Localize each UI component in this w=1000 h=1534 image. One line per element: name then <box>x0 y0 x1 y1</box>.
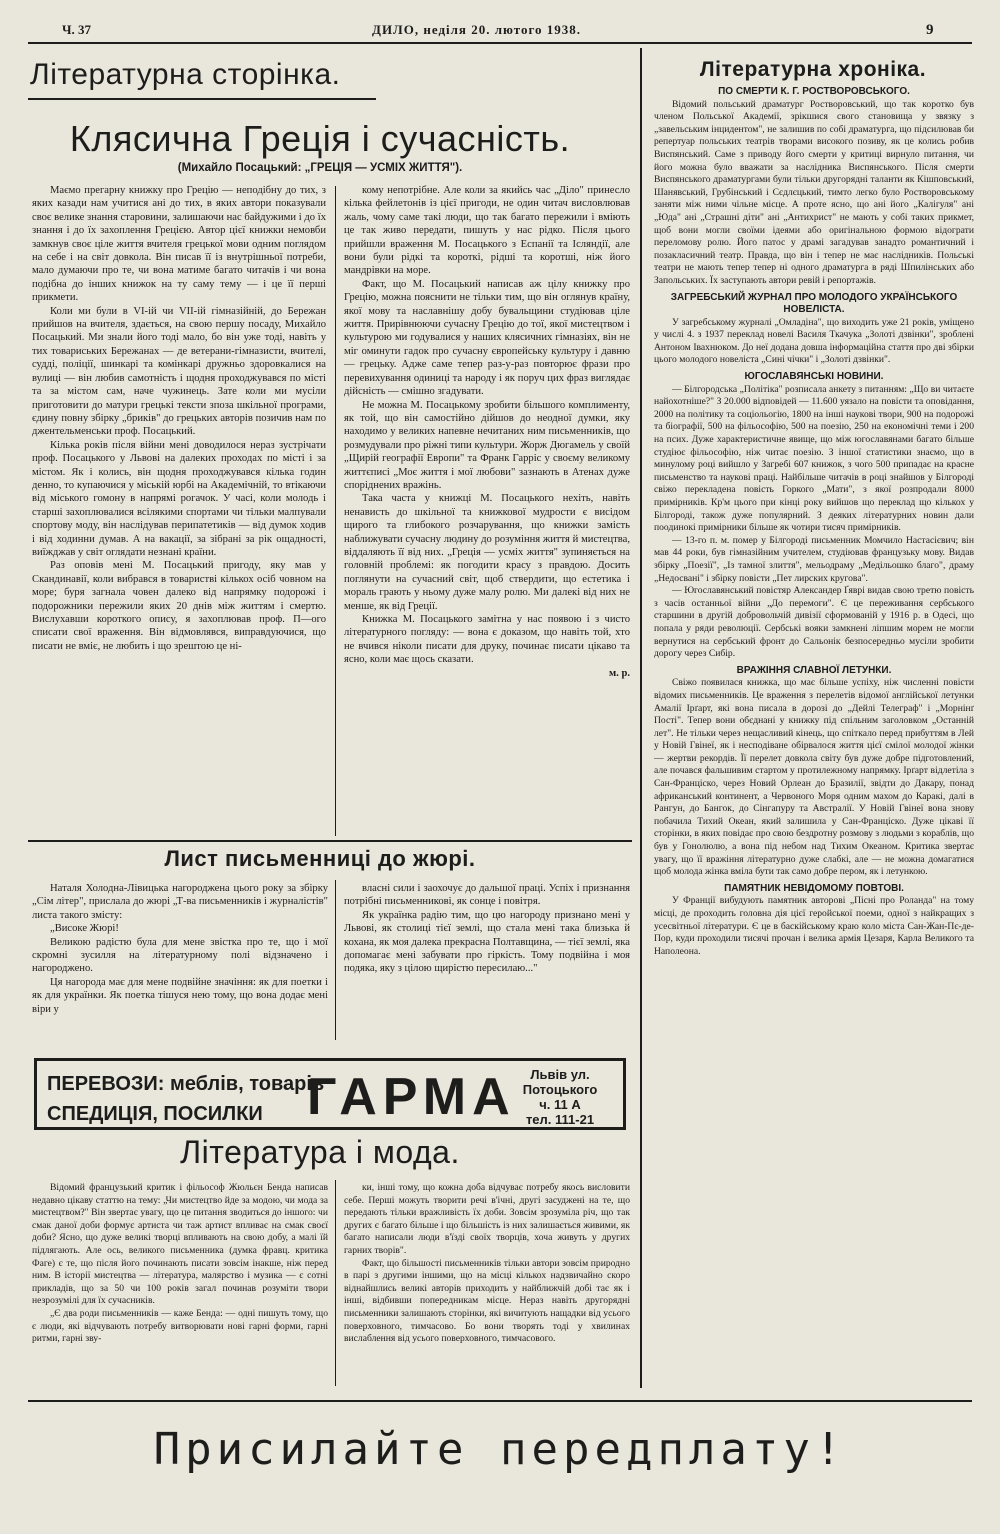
article2-column-2 <box>344 882 630 1042</box>
chronicle-heading: ЗАГРЕБСЬКИЙ ЖУРНАЛ ПРО МОЛОДОГО УКРАЇНСЬКОГО НОВЕЛІСТА. <box>670 291 958 316</box>
advertisement <box>34 1058 626 1130</box>
paragraph: Раз оповів мені М. Посацький пригоду, яку мав у Скандинавії, коли вибрався в товаристві кількох осіб човном на море; буря загнала човен далеко від напрямку подорожі і подорожники пережили яких 20 днів між життям і смертю. Вислухавши короткого опису, я захоплював проф. П—ого списати свої враження. Він відмовлявся, виправдуючися, що писати не вміє, не любить і що зрештою це ні- <box>32 560 326 652</box>
article3-title: Література і мода. <box>180 1134 460 1170</box>
article1-column-2 <box>344 184 630 838</box>
paragraph: У Франції вибудують памятник авторові „Пісні про Роланда" на тому місці, де проходить головна дія цієї геройської поеми, одної з найкращих з усесвітньої літератури. Є це в баскійському краю коло міста Сан-Жан-Пє-де-Пор, куди проходили тисячі прочан і велика армія Цезаря, Карла Великого та Наполеона. <box>654 895 974 957</box>
article1-column-1 <box>32 184 326 838</box>
inner-divider <box>335 880 336 1040</box>
article3-column-2 <box>344 1182 630 1388</box>
section-title: Літературна сторінка. <box>30 58 341 91</box>
paragraph: Не можна М. Посацькому зробити більшого комплименту, як той, що він самостійно дійшов до неодної думки, яку находимо у великих напевне нечитаних ним письменників, що розмудували про ріжні типи культури. Жорж Дюгамель у своїй „Щирій географії Европи" та Франк Гарріс у своєму великому життєписі „Моє життя і мої любови" зазнають в Атенах дуже споріднених вражінь. <box>344 399 630 491</box>
paragraph: Факт, що М. Посацький написав аж цілу книжку про Грецію, можна пояснити не тільки тим, що він оглянув країну, якої мову та наславнішу добу бувальщини студіював ціле життя. Прирівнюючи сучасну Грецію до тої, якої мистецтвом і культурою ми годувалися у наших клясичних гімназіях, він не міг оминути гадок про сучасну європейську культуру і давню — грецьку. Адже саме тепер раз-у-раз повторює фрази про перевихування одиниці та народу і як поруч цих фраз виглядає дійсність — смішно згадувати. <box>344 278 630 398</box>
issue-number: Ч. 37 <box>62 22 92 37</box>
article-separator <box>28 840 632 842</box>
inner-divider <box>335 1180 336 1386</box>
footer-rule <box>28 1400 972 1402</box>
chronicle-column <box>654 86 974 1388</box>
article1-subtitle: (Михайло Посацький: „ГРЕЦІЯ — УСМІХ ЖИТТЯ"). <box>177 162 463 174</box>
article2-column-1 <box>32 882 328 1042</box>
paragraph: Великою радістю була для мене звістка про те, що і мої скромні зусилля на літературному полі відзначено і нагороджено. <box>32 936 328 975</box>
article1-title: Клясична Греція і сучасність. <box>69 118 571 159</box>
paragraph: Свіжо появилася книжка, що має більше успіху, ніж численні повісти відомих письменників. Це враження з перелетів відомої англійської летунки Амалії Ірґарт, які вона писала в дорозі до „Дейлі Телеграф" і „Морнінґ Пості". Тепер вони обєднані у книжку під спільним заголовком „Останній лет". Не тільки через нещасливий кінець, що спіткало перед прибуттям в Лей у Новій Гвінеї, як і несподіване обірвалося життя цієї смілої молодої жінки — жертви рекордів. Її перелет довкола світу був дуже добре підготовлений, але почався фальшивим стартом у протилежному напрямку. Ірґарт відлетіла з Сан-Франціско, через Новий Орлеан до Бразилії, звідти до Дакару, понад африканський континент, а Червоного Моря одним махом до Каракі, далі в Рангун, до Бангок, до Сінгапуру та Австралії. У Новій Гвінеї вона знову побачила Тихий Океан, який залишила у Сан-Франціско. Дуже цікаві її сторінки, в яких повідає про свою бездротну розмову з людьми з кораблів, що був у Гонолюлю, а вона під небом над Тихим Океаном. Критика звертає увагу, що її вражіння літературно дуже слабкі, але — не можна домагатися щоб молода жінка вміла бути так само добре пером, як і летункою. <box>654 677 974 878</box>
subscription-slogan: Присилайте передплату! <box>153 1424 847 1475</box>
paragraph: ки, інші тому, що кожна доба відчуває потребу якось висловити себе. Перші можуть творити речі в'ічні, другі засуджені на те, що передають тільки вражливість їх доби. Зовсім зрозуміла річ, що так других є багато більше і що більшість із них залишається живими, як багато написали люди в'їзді своїх творців, хоча живуть у других гарних творів". <box>344 1182 630 1256</box>
paragraph: Книжка М. Посацького замітна у нас появою і з чисто літературного погляду: — вона є доказом, що навіть той, хто не вчився ніколи писати для друку, починає писати цікаво та ясно, коли має щось сказати. <box>344 614 630 666</box>
chronicle-title: Літературна хроніка. <box>699 58 927 81</box>
column-divider <box>640 48 642 1388</box>
paragraph: Кілька років після війни мені доводилося нераз зустрічати проф. Посацького у Львові на далеких проходах по місті і за містом. Як і колись, він щодня проходжувався кілька годин денно, то купаючися у міській юрбі на Академічній, то втікаючи від міського гомону в напрямі рогачок. У часі, коли молодь і старші захоплювалися всілякими спортами чи тільки малпували спортову моду, він наслідував перипатетиків — від думок ходив і від ходинни думав. А на вакації, за зібрані за рік ощадності, виїжджав у світ оглядати незнані країни. <box>32 439 326 558</box>
paragraph: кому непотрібне. Але коли за якийсь час „Діло" принесло кілька фейлетонів із цієї пригоди, не один читач висловлював жаль, чому саме такі люди, що так багато пережили і вміють це так живо передати, пишуть у нас рідко. Після цього прийшли враження М. Посацького з Еспанії та Ісляндії, але вони були рідкі та короткі, рідші та коротші, ніж його мандрівки на море. <box>344 185 630 277</box>
paragraph: Відомий польський драматург Ростворовський, що так коротко був членом Польської Академії, зрікшися свого становища у звязку з „завельським інцидентом", не залишив по собі драматурга, що підсилював би репертуар польських театрів творами високого позиву, як це колись робив Виспянський. Саме з приводу його смерти у критиці вирнуло питання, чи його можна було вважати за наслідника Виспянського. Після смерти Виспянського драматургами були тільки другорядні таланти як Кішповський, Шанявський, Грубінський і Сєдлєцький, тимто легко було Ростворовському заняти між ними чільне місце. А проте ясно, що ані його „Калігуля" ані „Юда" ані „Страшні діти" ані „Антихрист" не мають у собі таких прикмет, щоб вони могли своїми ідеями або оригінальною формою відограти переломову ролю. Його патос у драмі загадував занадто романтичний і позакласичний театр. Правда, що він і тепер не має наслідників. Польські театри не мають тепер тепер ні одного драматурга в ряді Шпилінських або Запольських. Їх заступають автори ревій і репортажів. <box>654 98 974 286</box>
paragraph: Відомий французький критик і фільософ Жюльєн Бенда написав недавно цікаву статтю на тему: „Чи мистецтво йде за модою, чи мода за мистецтвом?" Він звертає увагу, що це питання зводиться до іншого: чи смак даної доби формує артиста чи таж артист впливає на смак своєї доби? Ясно, що дуже великі творці впливають на свою добу, а малі їй підлягають. Але ось, великого письменника (думка фравц. критика Фаге) є те, що після його починають писати зовсім інакше, ніж перед ним. В історії мистецтва — література, малярство і музика — є сотні прикладів, що за 50 чи 100 років загал починав розуміти твори незрозумілі для їх сучасників. <box>32 1182 328 1307</box>
ad-brand: ГАРМА <box>307 1068 516 1126</box>
article2-title: Лист письменниці до жюрі. <box>164 846 476 871</box>
page-number: 9 <box>926 22 934 38</box>
paragraph: Коли ми були в VI-ій чи VII-ій гімназійній, до Бережан прийшов на вчителя, здається, на свою першу посаду, Михайло Посацький. Ми знали його тоді мало, бо він уже тоді, навіть у тих товариських Бережанах — де ветерани-гімназисти, вчителі, судді, поліції, шинкарі та комінкарі дружньо здоровкалися на вулиці — він любив самотність і щодня проходжувався по місті та за містом сам, наче чужинець. Зате коли ми мусіли приготовити до матури грецькі тексти зпоза шкільної програми, єдину повну збірку „бриків" до грецьких авторів позичив нам по джентельменськи проф. Посацький. <box>32 305 326 438</box>
paragraph: Наталя Холодна-Лівицька нагороджена цього року за збірку „Сім літер", прислала до жюрі „Т-ва письменників і журналістів" листа такого змісту: <box>32 883 328 921</box>
paragraph: Така часта у книжці М. Посацького нехіть, навіть ненависть до шкільної та книжкової мудрости є висідом щирого та глибокого розчарування, що книжки замість наближувати сучасну людину до розуміння життя й мистецтва, віддаляють її від них. „Греція — усміх життя" зупиняється на головній проблемі: як погодити красу з правдою. Досить поглянути на сучасний світ, щоб ствердити, що естетика і мораль грають у ньому дуже малу ролю. Ми далекі від них не менше, як від Греції. <box>344 493 630 612</box>
paragraph: Маємо прегарну книжку про Грецію — неподібну до тих, з яких казади нам учитися ані до тих, в яких автори показували своє велике знання старовини, залишаючи нас байдужими і до їх знання і до їх захоплення Грецією. Автор цієї книжки немовби замкнув своє ціле життя вчителя грецької мови одним поглядом на себе і на світ довкола. Він писав її із внутрішньої потреби, мало думаючи про те, чи вона матиме багато читачів і чи вона подібна до інших книжок на ту саму тему — і це її перші прикмети. <box>32 185 326 304</box>
chronicle-heading: ПО СМЕРТИ К. Г. РОСТВОРОВСЬКОГО. <box>718 86 910 97</box>
paragraph: — Білгородська „Політіка" розписала анкету з питанням: „Що ви читаєте найохотніше?" З 20.000 відповідей — 11.600 уязало на повісти та оповідання, 2000 на політику та соціольогію, 1800 на інші наукові твори, 900 на подорожі та біографії, 500 на фільософію, 500 на поезію, 250 на економічні теми і 200 на псих. Дуже характеристичне явище, що між югославянами багато більше студіює фільософію, ніж читає поезію. З іншої статистики знаємо, що в минулому році вийшло у Загребі 607 книжок, з чого 500 припадає на красне письменство та наукові праці. Найбільше читачів в році знайшов у Білгороді свіжо перекладена повість Горкого „Мати", з якої розпродали 8000 примірників. Кр'м цього при кінці року вийшов що переклад що кількох у Білгороді, також дуже популярний. З деяких літературних новин дали поодинокі примірники більше як чотири тисяч примірників. <box>654 383 974 534</box>
chronicle-heading: ВРАЖІННЯ СЛАВНОЇ ЛЕТУНКИ. <box>736 664 892 676</box>
paragraph: „Є два роди письменників — каже Бенда: — одні пишуть тому, що є люди, які відчувають потребу витворювати нові гарні форми, гарні ритми, гарні зву- <box>32 1307 328 1345</box>
ad-address: Львів ул. Потоцького ч. 11 А тел. 111-21 <box>522 1067 598 1127</box>
article3-column-1 <box>32 1182 328 1388</box>
paragraph: власні сили і заохочує до дальшої праці. Успіх і признання потрібні письменникові, як сонце і повітря. <box>344 883 630 908</box>
paragraph: — 13-го п. м. помер у Білгороді письменник Момчило Настасієвич; він мав 44 роки, був гімназійним учителем, студіював французьку мову. Видав збірку „Поезії", „Із тамної злиття", мельодраму „Медільошко благо", драму „Недосвані" і збірку повісти „Пет лирских кругова". <box>654 534 974 584</box>
paragraph: Як українка радію тим, що цю нагороду признано мені у Львові, як столиці тієї землі, що стала мені така близька й кохана, як моя далека прекрасна Полтавщина, — тієї землі, яка допомагає мені забувати про гіркість. Тому подвійна і моя подяка, яку з цілою щирістю пересилаю..." <box>344 909 630 975</box>
ad-services: ПЕРЕВОЗИ: меблів, товарів СПЕДИЦІЯ, ПОСИЛКИ <box>47 1073 325 1125</box>
section-title-underline <box>28 98 376 100</box>
chronicle-heading: ПАМЯТНИК НЕВІДОМОМУ ПОВТОВІ. <box>724 882 904 894</box>
header-rule <box>28 42 972 44</box>
article1-signature: м. р. <box>608 667 630 679</box>
masthead: ДИЛО, неділя 20. лютого 1938. <box>372 22 582 37</box>
chronicle-heading: ЮГОСЛАВЯНСЬКІ НОВИНИ. <box>744 371 884 383</box>
paragraph: Факт, що більшості письменників тільки автори зовсім природно в парі з другими іншими, що на місці кількох надзвичайно скоро віднайшлись великі авторів приходить у найближчій добі тає як і інші, відбивши попередникам місце. Нераз навіть другорядні письменники залишають сторінки, які вичитують нащадки від усього поверховного, тимчасово. Бо вони творять тоді у хвилинах вислаблення від усього поверховного, тимчасового. <box>344 1257 630 1345</box>
paragraph: — Югославянський повістяр Александер Ґяврі видав свою третю повість з часів останньої війни „До перемоги". Є це переживання сербського старшини в другій добровольчій дивізії сформованій у 1916 р. в Одесі, що попала у ряди революції. Сербські вояки замкнені ліпшим морем не могли вернутися на сербський фронт до Сальонік безпосередньо мусіли зробити дорогу через Сибір. <box>654 585 974 660</box>
inner-divider <box>335 186 336 836</box>
paragraph: „Високе Жюрі! <box>50 923 119 935</box>
paragraph: Ця нагорода має для мене подвійне значіння: як для поетки і як для українки. Як поетка тішуся нею тому, що вона додає мені віри у <box>32 976 328 1015</box>
paragraph: У загребському журналі „Омладіна", що виходить уже 21 років, уміщено у числі 4. з 1937 переклад новелі Василя Ткачука „Золоті дзвінки", зроблені Антоном Івахнюком. До неї додана довша інформаційна стаття про дві збірки цього молодого новеліста „Сині чічки" і „Золоті дзвінки". <box>654 316 974 366</box>
